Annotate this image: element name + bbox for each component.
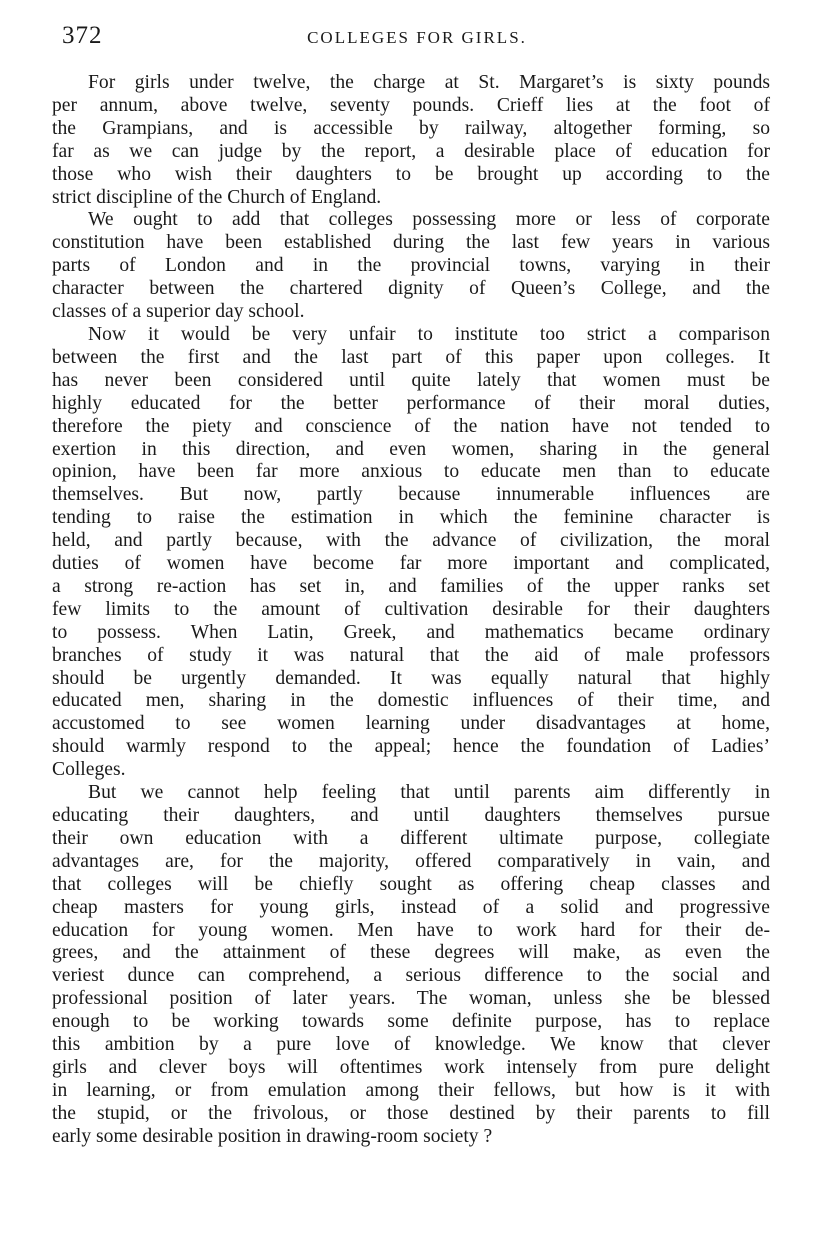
text-line: between the first and the last part of this paper upon colleges. It	[52, 346, 770, 368]
text-line: educated men, sharing in the domestic influences of their time, and	[52, 690, 770, 712]
text-line: that colleges will be chiefly sought as offering cheap classes and	[52, 873, 770, 895]
text-line: in learning, or from emulation among their fellows, but how is it with	[52, 1079, 770, 1101]
text-line: enough to be working towards some definite purpose, has to replace	[52, 1011, 770, 1033]
text-line: girls and clever boys will oftentimes work intensely from pure delight	[52, 1056, 770, 1078]
body-text	[52, 72, 770, 1149]
paragraph	[52, 209, 770, 324]
text-line: themselves. But now, partly because innumerable influences are	[52, 484, 770, 506]
text-line: advantages are, for the majority, offered comparatively in vain, and	[52, 850, 770, 872]
text-line: strict discipline of the Church of England.	[52, 186, 382, 208]
text-line: exertion in this direction, and even women, sharing in the general	[52, 438, 770, 460]
text-line: educating their daughters, and until daughters themselves pursue	[52, 805, 770, 826]
text-line: has never been considered until quite lately that women must be	[52, 369, 770, 391]
text-line: classes of a superior day school.	[52, 301, 305, 323]
text-line: Now it would be very unfair to institute too strict a comparison	[88, 323, 770, 345]
text-line: a strong re-action has set in, and families of the upper ranks set	[52, 575, 770, 597]
page-number: 372	[62, 22, 103, 49]
text-line: tending to raise the estimation in which the feminine character is	[52, 507, 770, 529]
text-line: accustomed to see women learning under disadvantages at home,	[52, 713, 770, 735]
text-line: For girls under twelve, the charge at St. Margaret’s is sixty pounds	[88, 72, 770, 93]
text-line: their own education with a different ultimate purpose, collegiate	[52, 827, 770, 849]
text-line: branches of study it was natural that the aid of male professors	[52, 644, 770, 666]
text-line: education for young women. Men have to work hard for their de-	[52, 919, 770, 941]
text-line: opinion, have been far more anxious to educate men than to educate	[52, 461, 770, 483]
text-line: to possess. When Latin, Greek, and mathematics became ordinary	[52, 621, 770, 643]
text-line: constitution have been established during the last few years in various	[52, 232, 770, 254]
text-line: veriest dunce can comprehend, a serious difference to the social and	[52, 965, 770, 987]
text-line: therefore the piety and conscience of the nation have not tended to	[52, 415, 770, 437]
text-line: But we cannot help feeling that until parents aim differently in	[88, 782, 770, 804]
text-line: parts of London and in the provincial towns, varying in their	[52, 255, 770, 277]
text-line: grees, and the attainment of these degrees will make, as even the	[52, 942, 770, 964]
paragraph	[52, 72, 770, 209]
text-line: We ought to add that colleges possessing more or less of corporate	[88, 209, 770, 231]
text-line: this ambition by a pure love of knowledge. We know that clever	[52, 1034, 770, 1056]
text-line: those who wish their daughters to be brought up according to the	[52, 163, 770, 185]
page-header	[62, 22, 772, 56]
text-line: Colleges.	[52, 759, 126, 781]
text-line: per annum, above twelve, seventy pounds. Crieff lies at the foot of	[52, 94, 770, 116]
text-line: character between the chartered dignity of Queen’s College, and the	[52, 278, 770, 300]
paragraph	[52, 782, 770, 1149]
text-line: duties of women have become far more important and complicated,	[52, 553, 770, 575]
text-line: should be urgently demanded. It was equally natural that highly	[52, 667, 770, 689]
text-line: the stupid, or the frivolous, or those destined by their parents to fill	[52, 1102, 770, 1124]
text-line: the Grampians, and is accessible by railway, altogether forming, so	[52, 117, 770, 139]
text-line: should warmly respond to the appeal; hence the foundation of Ladies’	[52, 736, 770, 758]
text-line: highly educated for the better performance of their moral duties,	[52, 392, 770, 414]
text-line: professional position of later years. The woman, unless she be blessed	[52, 988, 770, 1010]
paragraph	[52, 324, 770, 782]
text-line: held, and partly because, with the advance of civilization, the moral	[52, 530, 770, 552]
running-title: COLLEGES FOR GIRLS.	[307, 28, 527, 47]
text-line: cheap masters for young girls, instead of a solid and progressive	[52, 896, 770, 918]
text-line: few limits to the amount of cultivation desirable for their daughters	[52, 598, 770, 620]
text-line: far as we can judge by the report, a desirable place of education for	[52, 140, 770, 162]
text-line: early some desirable position in drawing-room society ?	[52, 1125, 493, 1147]
